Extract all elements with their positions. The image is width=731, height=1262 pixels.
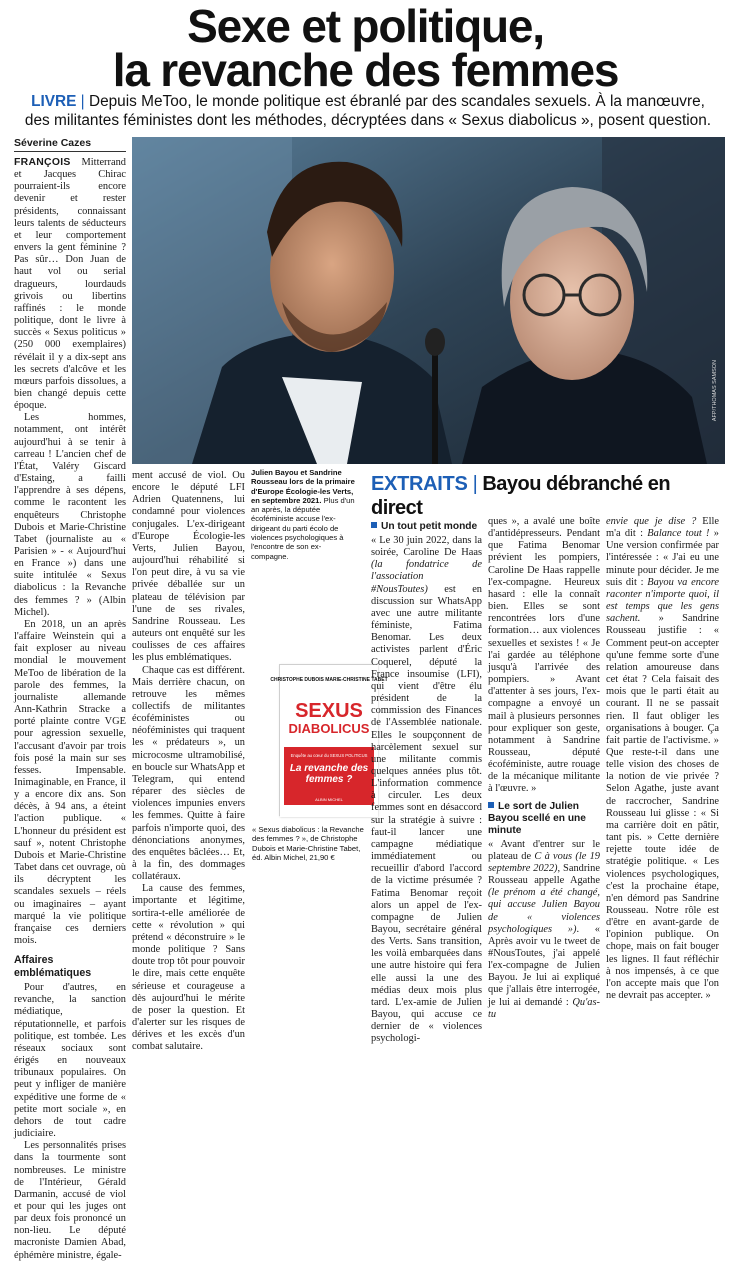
byline: Séverine Cazes — [14, 137, 92, 149]
standfirst-text: Depuis MeToo, le monde politique est ébranlé par des scandales sexuels. À la manœuvre, des militantes féministes dont les méthodes, décryptées dans « Sexus diabolicus », posent question. — [24, 93, 712, 129]
square-bullet-icon — [371, 522, 377, 528]
extraits-column-2 — [488, 516, 600, 1020]
book-cover-art — [270, 665, 388, 817]
caption-text: Plus d'un an après, la députée écoféministe accuse l'ex-dirigeant du parti écolo de violences psychologiques à l'encontre de son ex-compagne. — [251, 495, 355, 561]
paragraph: En 2018, un an après l'affaire Weinstein qui a fait exploser au niveau mondial le mouvement MeToo de libération de la parole des femmes, la journaliste allemande Ann-Kathrin Stracke a porté plainte contre VGE pour agression sexuelle, l'accusant d'avoir par trois fois posé la main sur ses fesses. Impensable. Inimaginable, en France, il y a encore dix ans. Son décès, à 94 ans, a éteint l'action publique. « L'honneur du président est sauf », notent Christophe Dubois et Marie-Christine Tabet dans cet ouvrage, où ils décryptent les scandales sexuels – réels ou imaginaires – ayant marqué la vie politique française ces derniers mois. — [14, 618, 126, 946]
paragraph: Pour d'autres, en revanche, la sanction médiatique, réputationnelle, et parfois politique, est tombée. Les réseaux sociaux sont érigés en nouveaux tribunaux populaires. On peut y infliger de manière expéditive une forme de « petite mort sociale », en dehors de tout cadre judiciaire. — [14, 982, 126, 1140]
standfirst — [18, 92, 718, 130]
extraits-column-1 — [371, 516, 482, 1045]
paragraph: « Le 30 juin 2022, dans la soirée, Caroline De Haas (la fondatrice de l'association #NousToutes) est en discussion sur WhatsApp avec une autre militante féministe, Fatima Benomar. Les deux activistes parlent d'Éric Coquerel, député la France insoumise (LFI), qui vient d'être élu président de la commission des Finances de l'Assemblée nationale. Elles le soupçonnent de harcèlement sexuel sur une militante commis quelques années plus tôt. L'information commence à circuler. Les deux femmes sont en désaccord sur la stratégie à suivre : faut-il lancer une campagne médiatique immédiatement ou recueillir d'abord l'accord de la victime présumée ? Fatima Benomar reçoit alors un appel de l'ex-compagne de Julien Bayou, secrétaire général des Verts. Sans transition, les voilà embarquées dans une autre histoire qui fera elle aussi la une des médias deux mois plus tard. L'ex-amie de Julien Bayou, qui accuse ce dernier de « violences psychologi- — [371, 535, 482, 1045]
standfirst-kicker: LIVRE — [31, 93, 77, 110]
square-bullet-icon — [488, 802, 494, 808]
book-subtitle: La revanche des femmes ? — [289, 763, 369, 785]
extraits-column-3 — [606, 516, 719, 1002]
book-tagline: Enquête au cœur du SEXUS POLITICUS — [290, 753, 368, 758]
paragraph: FRANÇOIS Mitterrand et Jacques Chirac pourraient-ils encore devenir et rester présidents, connaissant leurs talents de séducteurs et leur comportement envers la gent féminine ? Pas sûr… Don Juan de haut vol ou serial dragueurs, lourdauds grivois ou libertins raffinés : le monde politique, dont le livre à succès « Sexus politicus » (250 000 exemplaires) révélait il y a dix-sept ans les secrets d'alcôve et les mœurs parfois dissolues, a bien changé depuis cette époque. — [14, 157, 126, 412]
headline-line2: la revanche des femmes — [112, 44, 619, 96]
standfirst-separator: | — [80, 93, 85, 110]
article-column-1 — [14, 157, 126, 1261]
book-caption: « Sexus diabolicus : la Revanche des femmes ? », de Christophe Dubois et Marie-Christine Tabet, éd. Albin Michel, 21,90 € — [252, 825, 364, 862]
book-cover — [270, 664, 388, 816]
photo-bayou-rousseau — [132, 137, 725, 464]
photo-illustration — [132, 137, 725, 464]
subheading: Le sort de Julien Bayou scellé en une minute — [488, 800, 586, 836]
book-title-1: SEXUS — [295, 700, 363, 722]
byline-rule — [14, 151, 126, 152]
book-authors: CHRISTOPHE DUBOIS MARIE-CHRISTINE TABET — [270, 677, 388, 683]
paragraph: « Avant d'entrer sur le plateau de C à vous (le 19 septembre 2022), Sandrine Rousseau appelle Agathe (le prénom a été changé, qui accuse Julien Bayou de « violences psychologiques »). « Après avoir vu le tweet de #NousToutes, j'ai appelé l'ex-compagne de Julien Bayou. Je lui ai expliqué que j'allais être interrogée, je lui ai demandé : Qu'as-tu — [488, 838, 600, 1020]
paragraph: envie que je dise ? Elle m'a dit : Balance tout ! » Une version confirmée par l'intéressée : « J'ai eu une minute pour décider. Je me suis dit : Bayou va encore raconter n'importe quoi, il est temps que les gens sachent. » Sandrine Rousseau justifie : « Comment peut-on accepter qu'une femme sorte d'une relation amoureuse dans cet état ? Cela faisait des mois que le parti était au courant. Il ne se passait rien. Il faut obliger les organisations à bouger. Ça fait partie de l'activisme. » Que reste-t-il dans une telle vision des choses de la notion de vie privée ? Selon Agathe, juste avant de raccrocher, Sandrine Rousseau lui glisse : « Si ma carrière doit en pâtir, tant pis. » Cette dernière rejette toute idée de stratégie politique. « Les violences psychologiques, c'est la prochaine étape, n'en démord pas Sandrine Rousseau. Notre rôle est d'être en avant-garde de l'opinion publique. On chope, mais on fait bouger les lignes. Il faut réfléchir à nos impensés, à ce que l'on accepte mais que l'on ne devrait pas accepter. » — [606, 516, 719, 1002]
paragraph: La cause des femmes, importante et légitime, sortira-t-elle améliorée de cette « révolution » qui prétend « déconstruire » le monde politique ? Sans doute trop tôt pour pouvoir le dire, mais cette enquête sérieuse et courageuse a dès aujourd'hui le mérite de poser la question. Et d'alerter sur les risques de dérives et les excès d'un combat salutaire. — [132, 883, 245, 1053]
paragraph: ment accusé de viol. Ou encore le député LFI Adrien Quatennens, lui condamné pour violences conjugales. L'ex-dirigeant d'Europe Écologie-les Verts, Julien Bayou, aujourd'hui réhabilité si l'on peut dire, à vu sa vie privée déballée sur un plateau de télévision par l'une de ses rivales, Sandrine Rousseau. Les auteurs ont enquêté sur les coulisses de ces affaires les plus emblématiques. — [132, 470, 245, 664]
subheading: Affaires emblématiques — [14, 954, 92, 979]
extraits-bar: | — [472, 473, 478, 495]
caption-bold: Julien Bayou et Sandrine Rousseau lors de la primaire d'Europe Écologie-les Verts, en septembre 2021. — [251, 468, 355, 505]
book-title-2: DIABOLICUS — [288, 721, 370, 736]
lead-word: FRANÇOIS — [14, 157, 71, 168]
extraits-title: Bayou débranché en direct — [371, 473, 671, 519]
book-publisher: ALBIN MICHEL — [315, 797, 343, 802]
photo-caption — [251, 468, 355, 561]
extraits-kicker: EXTRAITS — [371, 473, 468, 495]
subheading: Un tout petit monde — [371, 521, 482, 533]
paragraph: Les personnalités prises dans la tourmente sont nombreuses. Le ministre de l'Intérieur, Gérald Darmanin, accusé de viol et pour qui les juges ont par deux fois prononcé un non-lieu. Le député macroniste Damien Abad, éphémère ministre, égale- — [14, 1140, 126, 1261]
paragraph: Les hommes, notamment, ont intérêt aujourd'hui à se tenir à carreau ! L'ancien chef de l'État, Valéry Giscard d'Estaing, a failli l'apprendre à ses dépens, comme le racontent les enquêteurs Christophe Dubois et Marie-Christine Tabet (journaliste au « Parisien » - « Aujourd'hui en France ») dans une suite intitulée « Sexus diabolicus : la Revanche des femmes ? » (Albin Michel). — [14, 412, 126, 618]
headline-line1: Sexe et politique, — [187, 0, 544, 52]
paragraph: ques », a avalé une boîte d'antidépresseurs. Pendant que Fatima Benomar prévient les pompiers, Caroline De Haas rappelle l'ex-compagne. Heureux hasard : elle la connaît bien. Elles se sont rencontrées lors d'une formation… aux violences sexuelles et sexistes ! « Je l'ai gardée au téléphone jusqu'à l'arrivée des pompiers. » Avant d'attenter à ses jours, l'ex-compagne a envoyé un mail à plusieurs personnes pour expliquer son geste, notamment à Sandrine Rousseau, député écoféministe, autre rouage de la mécanique militante à l'œuvre. » — [488, 516, 600, 795]
paragraph: Chaque cas est différent. Mais derrière chacun, on retrouve les mêmes collectifs de militantes écoféministes ou néoféministes qui traquent les « prédateurs », un microcosme ultramobilisé, en boucle sur WhatsApp et Telegram, qui entend réparer des siècles de violences impunies envers les femmes. Quitte à faire parfois n'importe quoi, des dénonciations anonymes, des enquêtes bâclées… Et, à la fin, des dommages collatéraux. — [132, 664, 245, 883]
photo-credit: AFP/THOMAS SAMSON — [712, 360, 718, 422]
extraits-header — [371, 472, 721, 520]
article-column-2 — [132, 470, 245, 1053]
headline — [0, 0, 731, 96]
